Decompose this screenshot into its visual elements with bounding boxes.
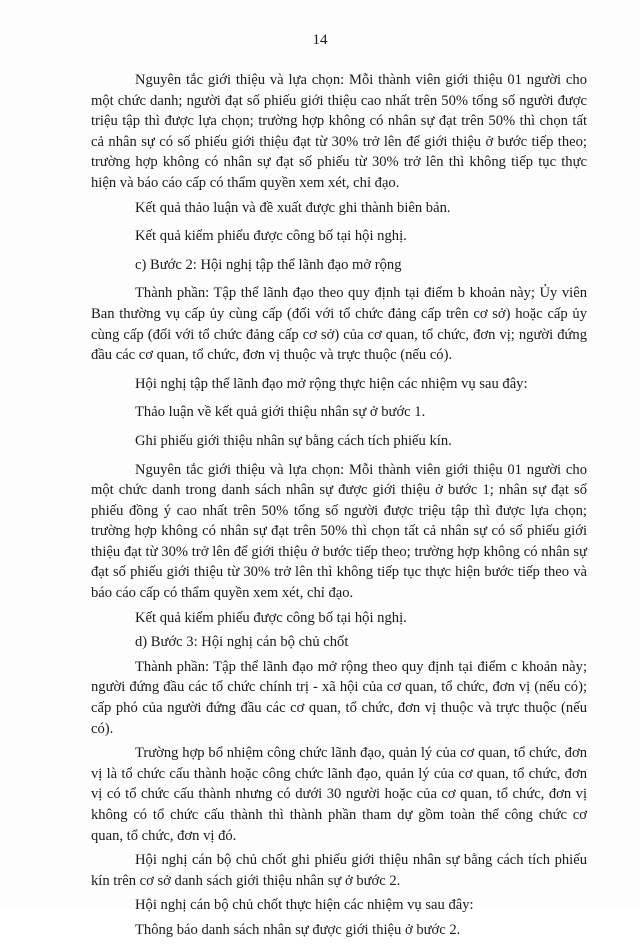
section-heading: d) Bước 3: Hội nghị cán bộ chủ chốt [135,634,349,651]
paragraph: Thảo luận về kết quả giới thiệu nhân sự ở bước 1. [135,404,426,421]
page-number: 14 [312,32,328,48]
section-heading: c) Bước 2: Hội nghị tập thể lãnh đạo mở rộng [135,256,402,273]
paragraph: Thành phần: Tập thể lãnh đạo mở rộng theo quy định tại điểm c khoản này; người đứng đầu các tổ chức chính trị - xã hội của cơ quan, tổ chức, đơn vị (nếu có); cấp phó của người đứng đầu các cơ quan, tổ chức, đơn vị thuộc và trực thuộc (nếu có). [91,658,587,737]
paragraph: Ghi phiếu giới thiệu nhân sự bằng cách tích phiếu kín. [135,432,452,449]
document-body [91,70,587,945]
paragraph: Nguyên tắc giới thiệu và lựa chọn: Mỗi thành viên giới thiệu 01 người cho một chức danh; người đạt số phiếu giới thiệu cao nhất trên 50% tổng số người được triệu tập thì được lựa chọn; trường hợp không có nhân sự đạt trên 50% thì chọn tất cả nhân sự có số phiếu giới thiệu đạt từ 30% trở lên để giới thiệu ở bước tiếp theo; trường hợp không có nhân sự đạt số phiếu từ 30% trở lên thì không tiếp tục thực hiện và báo cáo cấp có thẩm quyền xem xét, chỉ đạo. [91,72,587,191]
paragraph: Kết quả kiểm phiếu được công bố tại hội nghị. [135,228,407,245]
paragraph: Hội nghị cán bộ chủ chốt thực hiện các nhiệm vụ sau đây: [135,897,474,914]
paragraph: Thông báo danh sách nhân sự được giới thiệu ở bước 2. [135,921,461,938]
paragraph: Hội nghị cán bộ chủ chốt ghi phiếu giới thiệu nhân sự bằng cách tích phiếu kín trên cơ sở danh sách giới thiệu nhân sự ở bước 2. [91,852,587,889]
paragraph: Hội nghị tập thể lãnh đạo mở rộng thực hiện các nhiệm vụ sau đây: [135,375,528,392]
paragraph: Nguyên tắc giới thiệu và lựa chọn: Mỗi thành viên giới thiệu 01 người cho một chức danh trong danh sách nhân sự được giới thiệu ở bước 1; nhân sự đạt số phiếu đồng ý cao nhất trên 50% tổng số người được triệu tập thì được lựa chọn; trường hợp không có nhân sự đạt trên 50% thì chọn tất cả nhân sự có số phiếu giới thiệu đạt từ 30% trở lên để giới thiệu ở bước tiếp theo; trường hợp không có nhân sự đạt số phiếu giới thiệu từ 30% trở lên thì không tiếp tục thực hiện bước tiếp theo và báo cáo cấp có thẩm quyền xem xét, chỉ đạo. [91,461,587,602]
paragraph: Kết quả thảo luận và đề xuất được ghi thành biên bản. [135,199,451,216]
paragraph: Trường hợp bổ nhiệm công chức lãnh đạo, quản lý của cơ quan, tổ chức, đơn vị là tổ chức cấu thành hoặc công chức lãnh đạo, quản lý của cơ quan, tổ chức, đơn vị có tổ chức cấu thành nhưng có dưới 30 người hoặc của cơ quan, tổ chức, đơn vị không có tổ chức cấu thành thì thành phần tham dự gồm toàn thể công chức cơ quan, tổ chức, đơn vị đó. [91,745,587,844]
paragraph: Thành phần: Tập thể lãnh đạo theo quy định tại điểm b khoản này; Ủy viên Ban thường vụ cấp ủy cùng cấp (đối với tổ chức đảng cấp trên cơ sở) hoặc cấp ủy cùng cấp (đối với tổ chức đảng cấp cơ sở) của cơ quan, tổ chức, đơn vị; người đứng đầu các cơ quan, tổ chức, đơn vị thuộc và trực thuộc (nếu có). [91,285,587,364]
paragraph: Kết quả kiểm phiếu được công bố tại hội nghị. [135,609,407,626]
